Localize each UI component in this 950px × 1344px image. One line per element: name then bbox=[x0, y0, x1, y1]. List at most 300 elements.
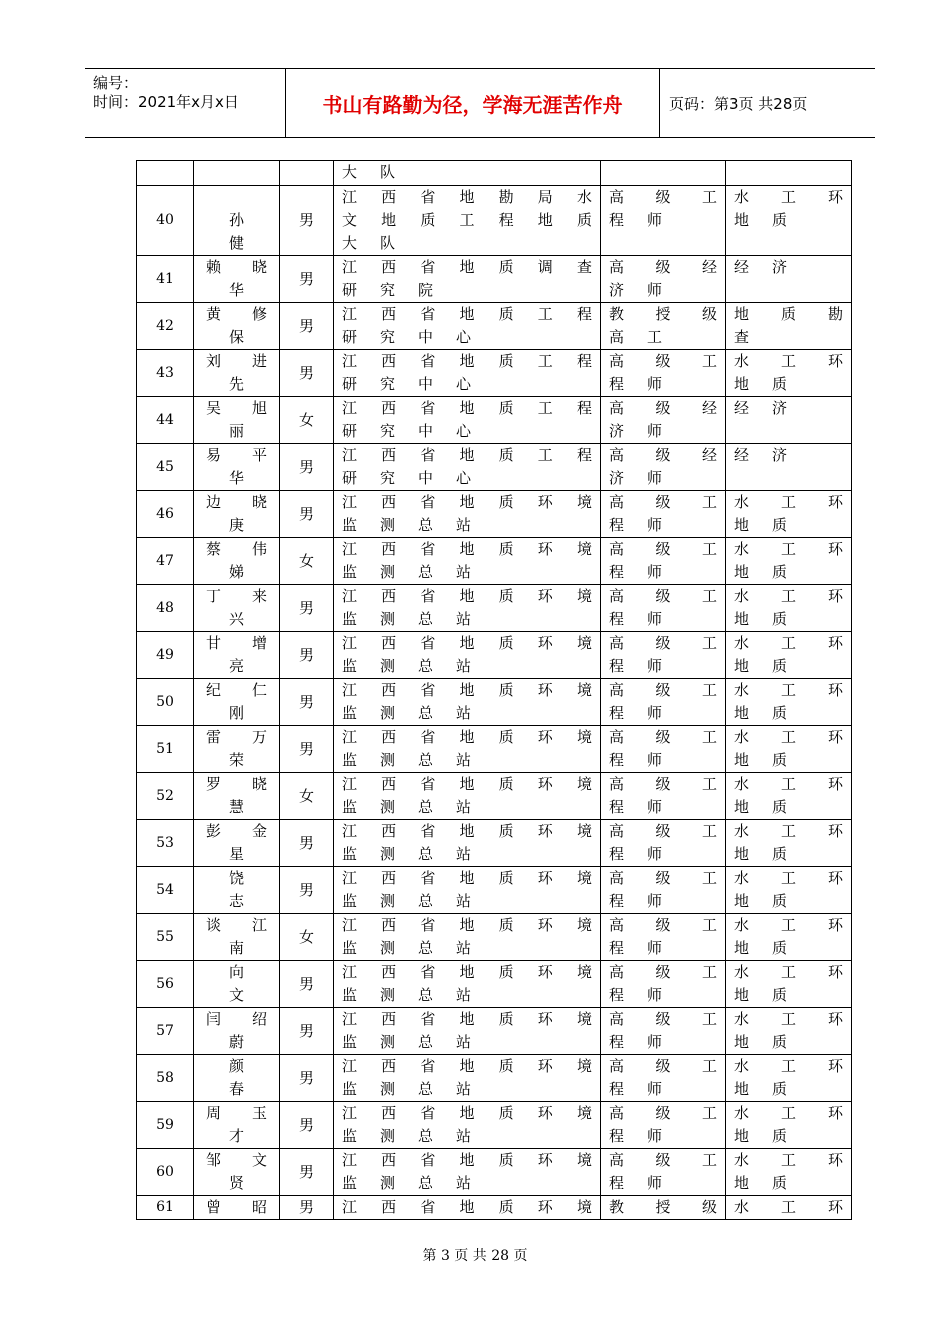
cell-line: 经 济 bbox=[734, 446, 788, 464]
major bbox=[726, 256, 852, 303]
cell-line: 经 济 bbox=[734, 399, 788, 417]
cell-line: 彭 金 bbox=[206, 822, 267, 840]
cell-line: 文 bbox=[228, 986, 244, 1004]
job-title bbox=[601, 491, 726, 538]
cell-line: 监 测 总 站 bbox=[342, 751, 472, 769]
row-number: 61 bbox=[137, 1196, 194, 1220]
cell-line: 监 测 总 站 bbox=[342, 1080, 472, 1098]
cell-line: 地 质 bbox=[734, 704, 788, 722]
cell-line: 监 测 总 站 bbox=[342, 845, 472, 863]
cell-line: 吴 旭 bbox=[206, 399, 267, 417]
table-row bbox=[137, 1055, 852, 1102]
person-name bbox=[194, 585, 280, 632]
sex: 男 bbox=[280, 303, 334, 350]
major bbox=[726, 186, 852, 256]
sex: 女 bbox=[280, 538, 334, 585]
cell-line: 查 bbox=[734, 328, 750, 346]
person-name bbox=[194, 444, 280, 491]
cell-line: 江 西 省 地 质 环 境 bbox=[342, 822, 592, 840]
major bbox=[726, 444, 852, 491]
unit bbox=[334, 1149, 601, 1196]
cell-line: 黄 修 bbox=[206, 305, 267, 323]
cell-line: 监 测 总 站 bbox=[342, 939, 472, 957]
cell-line: 程 师 bbox=[609, 516, 663, 534]
cell-line: 研 究 中 心 bbox=[342, 469, 472, 487]
cell-line: 程 师 bbox=[609, 610, 663, 628]
cell-line: 江 西 省 地 质 环 境 bbox=[342, 634, 592, 652]
major bbox=[726, 1055, 852, 1102]
cell-line: 水 工 环 bbox=[734, 188, 843, 206]
unit bbox=[334, 1008, 601, 1055]
table-row bbox=[137, 773, 852, 820]
cell-line: 颜 bbox=[228, 1057, 244, 1075]
sex: 男 bbox=[280, 726, 334, 773]
cell-line: 经 济 bbox=[734, 258, 788, 276]
person-name bbox=[194, 914, 280, 961]
cell-line: 荣 bbox=[228, 751, 244, 769]
major bbox=[726, 726, 852, 773]
cell-line: 周 玉 bbox=[206, 1104, 267, 1122]
page-label: 页码：第3页 共28页 bbox=[669, 94, 808, 113]
cell-line: 监 测 总 站 bbox=[342, 1033, 472, 1051]
cell-line: 高 级 工 bbox=[609, 188, 717, 206]
cell-line: 研 究 院 bbox=[342, 281, 434, 299]
cell-line: 先 bbox=[228, 375, 244, 393]
number-label: 编号： bbox=[93, 74, 139, 92]
sex-cell bbox=[280, 161, 334, 186]
table-row bbox=[137, 491, 852, 538]
sex: 男 bbox=[280, 585, 334, 632]
unit bbox=[334, 867, 601, 914]
row-number: 43 bbox=[137, 350, 194, 397]
cell-line: 江 西 省 地 质 工 程 bbox=[342, 399, 592, 417]
sex: 男 bbox=[280, 1055, 334, 1102]
cell-line: 水 工 环 bbox=[734, 775, 843, 793]
row-number: 48 bbox=[137, 585, 194, 632]
row-number: 55 bbox=[137, 914, 194, 961]
sex: 男 bbox=[280, 1008, 334, 1055]
cell-line: 高 级 经 bbox=[609, 446, 717, 464]
cell-line: 高 级 工 bbox=[609, 963, 717, 981]
job-title bbox=[601, 1102, 726, 1149]
num-cell bbox=[137, 161, 194, 186]
unit bbox=[334, 256, 601, 303]
cell-line: 地 质 bbox=[734, 939, 788, 957]
person-name bbox=[194, 961, 280, 1008]
row-number: 49 bbox=[137, 632, 194, 679]
job-title bbox=[601, 632, 726, 679]
job-title bbox=[601, 444, 726, 491]
job-title bbox=[601, 914, 726, 961]
person-name bbox=[194, 1008, 280, 1055]
cell-line: 高 级 经 bbox=[609, 399, 717, 417]
cell-line: 监 测 总 站 bbox=[342, 610, 472, 628]
job-title bbox=[601, 1149, 726, 1196]
row-number: 59 bbox=[137, 1102, 194, 1149]
person-name bbox=[194, 397, 280, 444]
cell-line: 高 级 工 bbox=[609, 1010, 717, 1028]
cell-line: 高 级 工 bbox=[609, 775, 717, 793]
cell-line: 蔚 bbox=[228, 1033, 244, 1051]
cell-line: 程 师 bbox=[609, 1174, 663, 1192]
sex: 男 bbox=[280, 632, 334, 679]
cell-line: 程 师 bbox=[609, 211, 663, 229]
cell-line: 江 西 省 地 勘 局 水 bbox=[342, 188, 592, 206]
cell-line: 江 西 省 地 质 环 境 bbox=[342, 869, 592, 887]
unit bbox=[334, 397, 601, 444]
unit bbox=[334, 1196, 601, 1220]
row-number: 42 bbox=[137, 303, 194, 350]
cell-line: 水 工 环 bbox=[734, 869, 843, 887]
cell-line: 刘 进 bbox=[206, 352, 267, 370]
unit bbox=[334, 679, 601, 726]
cell-line: 罗 晓 bbox=[206, 775, 267, 793]
cell-line: 高 级 工 bbox=[609, 1151, 717, 1169]
cell-line: 慧 bbox=[228, 798, 244, 816]
cell-line: 保 bbox=[228, 328, 244, 346]
cell-line: 地 质 bbox=[734, 892, 788, 910]
cell-line: 雷 万 bbox=[206, 728, 267, 746]
cell-line: 地 质 bbox=[734, 563, 788, 581]
person-name bbox=[194, 1149, 280, 1196]
major bbox=[726, 1008, 852, 1055]
sex: 男 bbox=[280, 961, 334, 1008]
cell-line: 饶 bbox=[228, 869, 244, 887]
unit bbox=[334, 820, 601, 867]
row-number: 50 bbox=[137, 679, 194, 726]
person-name bbox=[194, 867, 280, 914]
major-cell bbox=[726, 161, 852, 186]
table-row bbox=[137, 538, 852, 585]
cell-line: 程 师 bbox=[609, 1033, 663, 1051]
sex: 女 bbox=[280, 397, 334, 444]
table-row bbox=[137, 1102, 852, 1149]
cell-line: 济 师 bbox=[609, 281, 663, 299]
unit bbox=[334, 538, 601, 585]
person-name bbox=[194, 491, 280, 538]
time-label: 时间：2021年x月x日 bbox=[93, 93, 239, 111]
major bbox=[726, 303, 852, 350]
row-number: 45 bbox=[137, 444, 194, 491]
cell-line: 赖 晓 bbox=[206, 258, 267, 276]
major bbox=[726, 1149, 852, 1196]
cell-line: 文 地 质 工 程 地 质 bbox=[342, 211, 592, 229]
major bbox=[726, 773, 852, 820]
row-number: 53 bbox=[137, 820, 194, 867]
cell-line: 江 西 省 地 质 环 境 bbox=[342, 1010, 592, 1028]
cell-line: 水 工 环 bbox=[734, 352, 843, 370]
cell-line: 江 西 省 地 质 环 境 bbox=[342, 916, 592, 934]
person-name bbox=[194, 773, 280, 820]
major bbox=[726, 914, 852, 961]
cell-line: 江 西 省 地 质 工 程 bbox=[342, 305, 592, 323]
table-row bbox=[137, 397, 852, 444]
cell-line: 江 西 省 地 质 环 境 bbox=[342, 587, 592, 605]
cell-line: 程 师 bbox=[609, 1080, 663, 1098]
job-title bbox=[601, 961, 726, 1008]
cell-line: 地 质 bbox=[734, 657, 788, 675]
table-row bbox=[137, 256, 852, 303]
cell-line: 程 师 bbox=[609, 986, 663, 1004]
job-title bbox=[601, 1008, 726, 1055]
cell-line: 水 工 环 bbox=[734, 540, 843, 558]
cell-line: 程 师 bbox=[609, 657, 663, 675]
cell-line: 纪 仁 bbox=[206, 681, 267, 699]
cell-line: 程 师 bbox=[609, 563, 663, 581]
unit bbox=[334, 303, 601, 350]
major bbox=[726, 1196, 852, 1220]
row-number: 47 bbox=[137, 538, 194, 585]
cell-line: 大 队 bbox=[342, 163, 396, 181]
major bbox=[726, 585, 852, 632]
cell-line: 边 晓 bbox=[206, 493, 267, 511]
cell-line: 高 级 工 bbox=[609, 634, 717, 652]
table-row bbox=[137, 585, 852, 632]
cell-line: 高 级 工 bbox=[609, 352, 717, 370]
cell-line: 程 师 bbox=[609, 1127, 663, 1145]
sex: 男 bbox=[280, 256, 334, 303]
table-row bbox=[137, 726, 852, 773]
cell-line: 江 西 省 地 质 环 境 bbox=[342, 681, 592, 699]
cell-line: 江 西 省 地 质 环 境 bbox=[342, 1104, 592, 1122]
cell-line: 研 究 中 心 bbox=[342, 422, 472, 440]
page-header bbox=[85, 68, 875, 138]
sex: 男 bbox=[280, 491, 334, 538]
cell-line: 监 测 总 站 bbox=[342, 892, 472, 910]
cell-line: 春 bbox=[228, 1080, 244, 1098]
person-name bbox=[194, 303, 280, 350]
table-row bbox=[137, 1008, 852, 1055]
staff-table bbox=[136, 160, 852, 1220]
job-title bbox=[601, 726, 726, 773]
cell-line: 监 测 总 站 bbox=[342, 1174, 472, 1192]
cell-line: 教 授 级 bbox=[609, 1198, 717, 1216]
unit bbox=[334, 186, 601, 256]
page-footer: 第 3 页 共 28 页 bbox=[422, 1248, 528, 1264]
person-name bbox=[194, 679, 280, 726]
job-title bbox=[601, 1196, 726, 1220]
job-title bbox=[601, 538, 726, 585]
unit bbox=[334, 961, 601, 1008]
sex: 女 bbox=[280, 773, 334, 820]
cell-line: 地 质 bbox=[734, 1080, 788, 1098]
cell-line: 蔡 伟 bbox=[206, 540, 267, 558]
row-number: 52 bbox=[137, 773, 194, 820]
cell-line: 水 工 环 bbox=[734, 681, 843, 699]
cell-line: 监 测 总 站 bbox=[342, 704, 472, 722]
unit bbox=[334, 914, 601, 961]
cell-line: 南 bbox=[228, 939, 244, 957]
table-row bbox=[137, 820, 852, 867]
cell-line: 江 西 省 地 质 环 境 bbox=[342, 728, 592, 746]
job-title bbox=[601, 350, 726, 397]
cell-line: 水 工 环 bbox=[734, 1010, 843, 1028]
cell-line: 高 级 工 bbox=[609, 822, 717, 840]
cell-line: 监 测 总 站 bbox=[342, 986, 472, 1004]
person-name bbox=[194, 256, 280, 303]
row-number: 44 bbox=[137, 397, 194, 444]
motto: 书山有路勤为径，学海无涯苦作舟 bbox=[286, 69, 660, 137]
person-name bbox=[194, 632, 280, 679]
major bbox=[726, 820, 852, 867]
unit bbox=[334, 1055, 601, 1102]
cell-line: 监 测 总 站 bbox=[342, 516, 472, 534]
major bbox=[726, 397, 852, 444]
cell-line: 高 级 工 bbox=[609, 493, 717, 511]
row-number: 56 bbox=[137, 961, 194, 1008]
major bbox=[726, 350, 852, 397]
cell-line: 大 队 bbox=[342, 234, 396, 252]
table-row bbox=[137, 350, 852, 397]
cell-line: 教 授 级 bbox=[609, 305, 717, 323]
cell-line: 程 师 bbox=[609, 892, 663, 910]
person-name bbox=[194, 538, 280, 585]
cell-line: 水 工 环 bbox=[734, 963, 843, 981]
table-row bbox=[137, 186, 852, 256]
cell-line: 水 工 环 bbox=[734, 728, 843, 746]
cell-line: 孙 bbox=[228, 211, 244, 229]
cell-line: 江 西 省 地 质 环 境 bbox=[342, 540, 592, 558]
job-title bbox=[601, 867, 726, 914]
row-number: 57 bbox=[137, 1008, 194, 1055]
cell-line: 江 西 省 地 质 环 境 bbox=[342, 963, 592, 981]
cell-line: 地 质 bbox=[734, 1127, 788, 1145]
cell-line: 丽 bbox=[228, 422, 244, 440]
cell-line: 程 师 bbox=[609, 751, 663, 769]
cell-line: 华 bbox=[228, 281, 244, 299]
cell-line: 江 西 省 地 质 环 境 bbox=[342, 1198, 592, 1216]
unit bbox=[334, 350, 601, 397]
cell-line: 邹 文 bbox=[206, 1151, 267, 1169]
sex: 男 bbox=[280, 1149, 334, 1196]
cell-line: 江 西 省 地 质 工 程 bbox=[342, 352, 592, 370]
person-name bbox=[194, 1102, 280, 1149]
cell-line: 济 师 bbox=[609, 422, 663, 440]
person-name bbox=[194, 1055, 280, 1102]
job-title bbox=[601, 256, 726, 303]
table-row bbox=[137, 679, 852, 726]
cell-line: 程 师 bbox=[609, 845, 663, 863]
cell-line: 娣 bbox=[228, 563, 244, 581]
row-number: 40 bbox=[137, 186, 194, 256]
job-title bbox=[601, 679, 726, 726]
cell-line: 监 测 总 站 bbox=[342, 657, 472, 675]
cell-line: 谈 江 bbox=[206, 916, 267, 934]
major bbox=[726, 491, 852, 538]
table-row bbox=[137, 1196, 852, 1220]
cell-line: 水 工 环 bbox=[734, 634, 843, 652]
row-number: 41 bbox=[137, 256, 194, 303]
unit bbox=[334, 773, 601, 820]
cell-line: 丁 来 bbox=[206, 587, 267, 605]
cell-line bbox=[202, 186, 271, 209]
unit-cell bbox=[334, 161, 601, 186]
cell-line: 健 bbox=[228, 234, 244, 252]
cell-line: 才 bbox=[228, 1127, 244, 1145]
cell-line: 高 级 工 bbox=[609, 728, 717, 746]
cell-line: 江 西 省 地 质 工 程 bbox=[342, 446, 592, 464]
unit bbox=[334, 444, 601, 491]
cell-line: 地 质 bbox=[734, 1174, 788, 1192]
cell-line: 水 工 环 bbox=[734, 587, 843, 605]
cell-line: 水 工 环 bbox=[734, 1198, 843, 1216]
unit bbox=[334, 1102, 601, 1149]
job-title bbox=[601, 397, 726, 444]
cell-line: 地 质 bbox=[734, 211, 788, 229]
cell-line: 甘 增 bbox=[206, 634, 267, 652]
sex: 男 bbox=[280, 1196, 334, 1220]
job-title bbox=[601, 820, 726, 867]
major bbox=[726, 632, 852, 679]
cell-line: 高 级 工 bbox=[609, 1104, 717, 1122]
cell-line: 水 工 环 bbox=[734, 1104, 843, 1122]
table-row bbox=[137, 632, 852, 679]
cell-line: 程 师 bbox=[609, 798, 663, 816]
cell-line: 江 西 省 地 质 环 境 bbox=[342, 493, 592, 511]
row-number: 58 bbox=[137, 1055, 194, 1102]
job-title bbox=[601, 1055, 726, 1102]
cell-line: 刚 bbox=[228, 704, 244, 722]
person-name bbox=[194, 1196, 280, 1220]
cell-line: 研 究 中 心 bbox=[342, 328, 472, 346]
name-cell bbox=[194, 161, 280, 186]
sex: 男 bbox=[280, 820, 334, 867]
job-title bbox=[601, 303, 726, 350]
cell-line: 程 师 bbox=[609, 375, 663, 393]
cell-line: 高 级 经 bbox=[609, 258, 717, 276]
row-number: 54 bbox=[137, 867, 194, 914]
cell-line: 亮 bbox=[228, 657, 244, 675]
person-name bbox=[194, 726, 280, 773]
cell-line: 高 工 bbox=[609, 328, 663, 346]
table-row bbox=[137, 1149, 852, 1196]
unit bbox=[334, 726, 601, 773]
person-name bbox=[194, 350, 280, 397]
unit bbox=[334, 491, 601, 538]
table-row bbox=[137, 161, 852, 186]
cell-line: 监 测 总 站 bbox=[342, 563, 472, 581]
sex: 男 bbox=[280, 1102, 334, 1149]
job-title bbox=[601, 186, 726, 256]
sex: 男 bbox=[280, 867, 334, 914]
cell-line: 水 工 环 bbox=[734, 1057, 843, 1075]
cell-line: 水 工 环 bbox=[734, 1151, 843, 1169]
cell-line: 高 级 工 bbox=[609, 869, 717, 887]
cell-line: 高 级 工 bbox=[609, 1057, 717, 1075]
cell-line: 向 bbox=[228, 963, 244, 981]
cell-line: 研 究 中 心 bbox=[342, 375, 472, 393]
cell-line: 地 质 bbox=[734, 516, 788, 534]
cell-line: 地 质 勘 bbox=[734, 305, 843, 323]
major bbox=[726, 867, 852, 914]
cell-line: 济 师 bbox=[609, 469, 663, 487]
cell-line: 高 级 工 bbox=[609, 587, 717, 605]
cell-line: 程 师 bbox=[609, 939, 663, 957]
unit bbox=[334, 632, 601, 679]
unit bbox=[334, 585, 601, 632]
major bbox=[726, 538, 852, 585]
cell-line: 地 质 bbox=[734, 751, 788, 769]
cell-line: 水 工 环 bbox=[734, 822, 843, 840]
row-number: 51 bbox=[137, 726, 194, 773]
cell-line: 庚 bbox=[228, 516, 244, 534]
table-row bbox=[137, 961, 852, 1008]
table-row bbox=[137, 303, 852, 350]
sex: 男 bbox=[280, 350, 334, 397]
major bbox=[726, 961, 852, 1008]
job-title bbox=[601, 773, 726, 820]
cell-line: 江 西 省 地 质 调 查 bbox=[342, 258, 592, 276]
